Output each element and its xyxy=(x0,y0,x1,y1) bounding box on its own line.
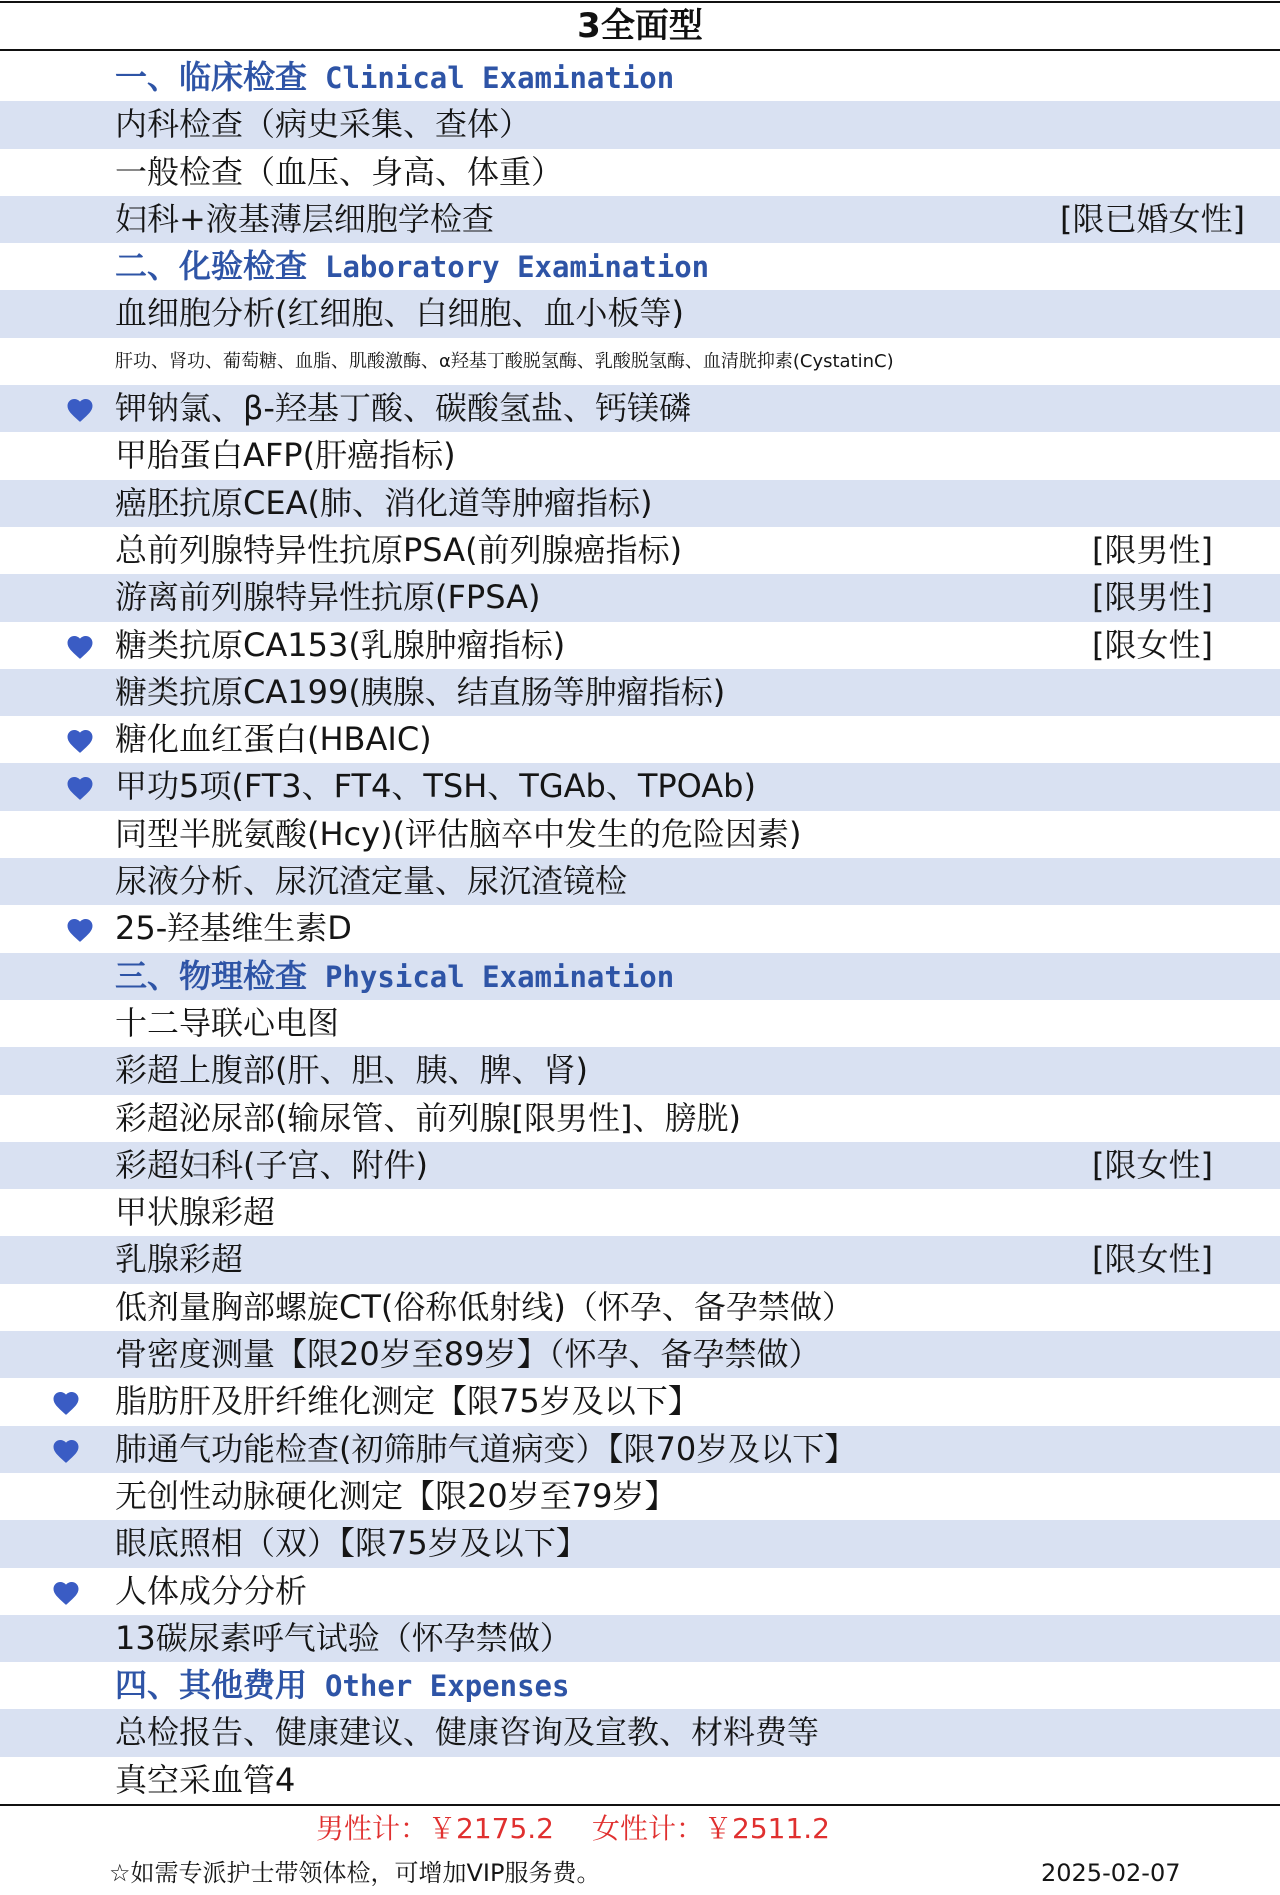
section-heading-en: Clinical Examination xyxy=(325,61,675,95)
heart-icon xyxy=(51,1388,81,1416)
exam-item-row xyxy=(0,1757,1280,1804)
exam-item-row xyxy=(0,811,1280,858)
exam-item-name: 人体成分分析 xyxy=(115,1571,308,1610)
section-heading-other xyxy=(0,1662,1280,1709)
exam-item-name: 甲状腺彩超 xyxy=(115,1193,276,1232)
section-heading-en: Physical Examination xyxy=(325,959,675,994)
exam-item-name: 尿液分析、尿沉渣定量、尿沉渣镜检 xyxy=(115,862,628,901)
restriction-label: [限女性] xyxy=(1092,1240,1213,1279)
exam-item-name: 彩超上腹部(肝、胆、胰、脾、肾) xyxy=(115,1051,588,1090)
exam-item-row xyxy=(0,338,1280,385)
section-heading-en: Other Expenses xyxy=(325,1669,570,1704)
heart-icon xyxy=(65,726,95,754)
package-title: 3全面型 xyxy=(0,1,1280,51)
exam-item-name: 一般检查（血压、身高、体重） xyxy=(115,152,564,191)
exam-item-row xyxy=(0,1426,1280,1473)
heart-icon xyxy=(65,915,95,943)
exam-item-row xyxy=(0,432,1280,479)
exam-item-row xyxy=(0,905,1280,952)
exam-item-name: 甲胎蛋白AFP(肝癌指标) xyxy=(115,436,456,475)
exam-item-row xyxy=(0,1378,1280,1425)
section-heading-physical xyxy=(0,953,1280,1000)
exam-item-name: 25-羟基维生素D xyxy=(115,909,352,948)
exam-item-row xyxy=(0,574,1280,621)
exam-item-name: 肺通气功能检查(初筛肺气道病变）【限70岁及以下】 xyxy=(115,1429,857,1468)
exam-item-row xyxy=(0,1709,1280,1756)
exam-item-name: 低剂量胸部螺旋CT(俗称低射线)（怀孕、备孕禁做） xyxy=(115,1287,854,1326)
exam-item-name: 肝功、肾功、葡萄糖、血脂、肌酸激酶、α羟基丁酸脱氢酶、乳酸脱氢酶、血清胱抑素(CystatinC) xyxy=(115,350,894,372)
section-heading-cn: 一、临床检查 xyxy=(115,58,308,96)
exam-item-name: 脂肪肝及肝纤维化测定【限75岁及以下】 xyxy=(115,1382,700,1421)
heart-icon xyxy=(65,773,95,801)
exam-item-row xyxy=(0,385,1280,432)
exam-item-name: 糖类抗原CA153(乳腺肿瘤指标) xyxy=(115,625,566,664)
exam-item-row xyxy=(0,1473,1280,1520)
exam-item-row xyxy=(0,669,1280,716)
exam-item-name: 总检报告、健康建议、健康咨询及宣教、材料费等 xyxy=(115,1713,820,1752)
footer xyxy=(0,1851,1280,1895)
exam-item-row xyxy=(0,290,1280,337)
section-heading xyxy=(115,953,674,1001)
price-totals xyxy=(0,1806,1280,1851)
exam-item-name: 糖化血红蛋白(HBAIC) xyxy=(115,720,432,759)
exam-item-row xyxy=(0,622,1280,669)
exam-item-name: 糖类抗原CA199(胰腺、结直肠等肿瘤指标) xyxy=(115,672,726,711)
heart-icon xyxy=(65,395,95,423)
heart-icon xyxy=(51,1578,81,1606)
exam-item-name: 癌胚抗原CEA(肺、消化道等肿瘤指标) xyxy=(115,483,653,522)
exam-item-name: 内科检查（病史采集、查体） xyxy=(115,105,532,144)
section-heading-laboratory xyxy=(0,243,1280,290)
section-heading-cn: 三、物理检查 xyxy=(115,956,308,995)
exam-item-name: 骨密度测量【限20岁至89岁】（怀孕、备孕禁做） xyxy=(115,1335,821,1374)
exam-item-name: 13碳尿素呼气试验（怀孕禁做） xyxy=(115,1618,572,1657)
vip-service-note: ☆如需专派护士带领体检，可增加VIP服务费。 xyxy=(109,1859,601,1887)
heart-icon xyxy=(65,632,95,660)
restriction-label: [限女性] xyxy=(1092,1145,1213,1184)
exam-item-name: 血细胞分析(红细胞、白细胞、血小板等) xyxy=(115,294,684,333)
exam-item-name: 彩超泌尿部(输尿管、前列腺[限男性]、膀胱) xyxy=(115,1098,741,1137)
heart-icon xyxy=(51,1436,81,1464)
exam-item-row xyxy=(0,1284,1280,1331)
exam-item-row xyxy=(0,149,1280,196)
exam-item-row xyxy=(0,1568,1280,1615)
exam-list xyxy=(0,54,1280,1804)
section-heading-cn: 二、化验检查 xyxy=(115,247,308,286)
section-heading xyxy=(115,54,674,102)
exam-item-row xyxy=(0,1189,1280,1236)
exam-item-row xyxy=(0,1331,1280,1378)
restriction-label: [限男性] xyxy=(1092,578,1213,617)
exam-item-name: 甲功5项(FT3、FT4、TSH、TGAb、TPOAb) xyxy=(115,767,756,806)
exam-item-name: 乳腺彩超 xyxy=(115,1240,244,1279)
exam-item-row xyxy=(0,763,1280,810)
restriction-label: [限女性] xyxy=(1092,625,1213,664)
exam-item-row xyxy=(0,716,1280,763)
section-heading xyxy=(115,1662,569,1710)
exam-item-row xyxy=(0,1095,1280,1142)
exam-item-name: 十二导联心电图 xyxy=(115,1003,340,1042)
exam-item-row xyxy=(0,1047,1280,1094)
exam-item-row xyxy=(0,527,1280,574)
exam-item-name: 钾钠氯、β-羟基丁酸、碳酸氢盐、钙镁磷 xyxy=(115,389,691,428)
document-date: 2025-02-07 xyxy=(1041,1859,1181,1887)
exam-item-name: 妇科+液基薄层细胞学检查 xyxy=(115,199,494,238)
exam-item-name: 总前列腺特异性抗原PSA(前列腺癌指标) xyxy=(115,530,683,569)
exam-item-name: 眼底照相（双）【限75岁及以下】 xyxy=(115,1524,588,1563)
male-total: 男性计：￥2175.2 xyxy=(316,1812,554,1845)
section-heading xyxy=(115,243,709,291)
exam-item-row xyxy=(0,1000,1280,1047)
exam-item-row xyxy=(0,480,1280,527)
exam-item-name: 彩超妇科(子宫、附件) xyxy=(115,1145,428,1184)
section-heading-clinical xyxy=(0,54,1280,101)
exam-item-row xyxy=(0,196,1280,243)
exam-item-name: 真空采血管4 xyxy=(115,1760,296,1799)
exam-item-row xyxy=(0,101,1280,148)
female-total: 女性计：￥2511.2 xyxy=(592,1812,830,1845)
exam-item-row xyxy=(0,1615,1280,1662)
section-heading-cn: 四、其他费用 xyxy=(115,1666,308,1705)
exam-item-row xyxy=(0,1236,1280,1283)
exam-item-name: 游离前列腺特异性抗原(FPSA) xyxy=(115,578,541,617)
section-heading-en: Laboratory Examination xyxy=(325,250,710,285)
restriction-label: [限已婚女性] xyxy=(1060,199,1245,238)
exam-item-row xyxy=(0,858,1280,905)
exam-item-name: 无创性动脉硬化测定【限20岁至79岁】 xyxy=(115,1476,677,1515)
exam-item-row xyxy=(0,1520,1280,1567)
restriction-label: [限男性] xyxy=(1092,530,1213,569)
exam-item-name: 同型半胱氨酸(Hcy)(评估脑卒中发生的危险因素) xyxy=(115,814,802,853)
exam-item-row xyxy=(0,1142,1280,1189)
